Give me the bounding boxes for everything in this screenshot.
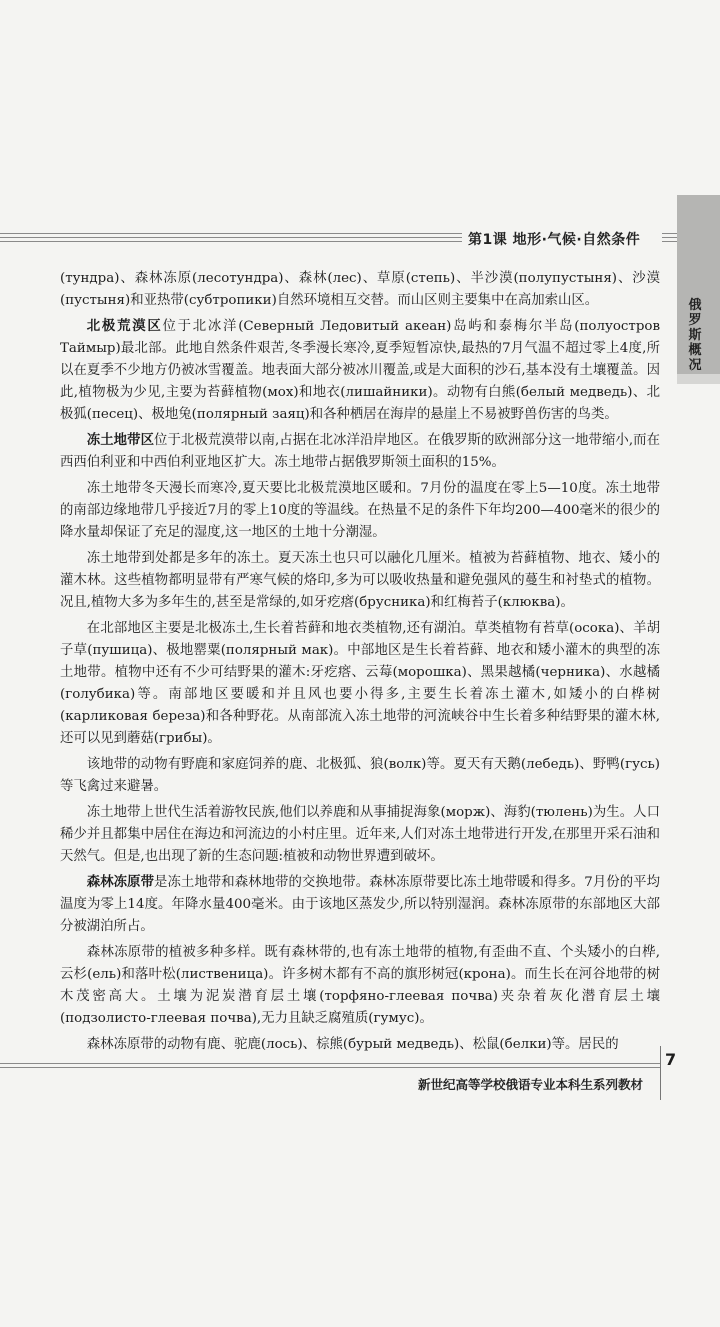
header-rule-right-3 [662,241,677,242]
term-heading: 冻土地带区 [86,433,155,448]
paragraph: 冻土地带冬天漫长而寒冷,夏天要比北极荒漠地区暖和。7月份的温度在零上5—10度。冻土地带的南部边缘地带几乎接近7月的零上10度的等温线。在热量不足的条件下年均200—400毫米的很少的降水量却保证了充足的湿度,这一地区的土地十分潮湿。 [60,481,660,540]
side-tab-char: 斯 [688,328,702,343]
header-rule-right-2 [662,237,677,238]
paragraph: 森林冻原带的动物有鹿、驼鹿(лось)、棕熊(бурый медведь)、松鼠(белки)等。居民的 [86,1037,619,1052]
footer-rule-2 [0,1067,660,1068]
header-rule-left-2 [0,237,462,238]
header-rule-right [662,233,677,234]
side-tab-char: 概 [688,343,702,358]
series-title: 新世纪高等学校俄语专业本科生系列教材 [418,1077,644,1092]
footer-rule [0,1063,660,1064]
body-text [60,268,660,1060]
chapter-side-tab-label [683,298,707,373]
paragraph: 冻土地带上世代生活着游牧民族,他们以养鹿和从事捕捉海象(морж)、海豹(тюлень)为生。人口稀少并且都集中居住在海边和河流边的小村庄里。近年来,人们对冻土地带进行开发,在那里开采石油和天然气。但是,也出现了新的生态问题:植被和动物世界遭到破坏。 [60,805,660,864]
term-heading: 北极荒漠区 [86,319,163,334]
page-number-divider [660,1046,661,1100]
header-rule-left-3 [0,241,462,242]
page-number: 7 [665,1050,677,1069]
paragraph-forest-tundra: 森林冻原带是冻土地带和森林地带的交换地带。森林冻原带要比冻土地带暖和得多。7月份的平均温度为零上14度。年降水量400毫米。由于该地区蒸发少,所以特别湿润。森林冻原带的东部地区大部分被湖泊所占。 [60,875,660,934]
paragraph-arctic-desert: 北极荒漠区位于北冰洋(Северный Ледовитый акеан)岛屿和泰梅尔半岛(полуостров Таймыр)最北部。此地自然条件艰苦,冬季漫长寒冷,夏季短暂凉快,最热的7月气温不超过零上4度,所以在夏季不少地方仍被冰雪覆盖。地表面大部分被冰川覆盖,或是大面积的沙石,基本没有土壤覆盖。因此,植物极为少见,主要为苔藓植物(мох)和地衣(лишайники)。动物有白熊(белый медведь)、北极狐(песец)、极地兔(полярный заяц)和各种栖居在海岸的悬崖上不易被野兽伤害的鸟类。 [60,319,660,422]
side-tab-char: 俄 [688,298,702,313]
term-heading: 森林冻原带 [86,875,155,890]
side-tab-char: 况 [688,358,702,373]
paragraph: 该地带的动物有野鹿和家庭饲养的鹿、北极狐、狼(волк)等。夏天有天鹅(лебедь)、野鸭(гусь)等飞禽过来避暑。 [60,757,660,794]
paragraph: 森林冻原带的植被多种多样。既有森林带的,也有冻土地带的植物,有歪曲不直、个头矮小的白桦,云杉(ель)和落叶松(лиственица)。许多树木都有不高的旗形树冠(крона)。而生长在河谷地带的树木茂密高大。土壤为泥炭潜育层土壤(торфяно-глеевая почва)夹杂着灰化潜育层土壤(подзолисто-глеевая почва),无力且缺乏腐殖质(гумус)。 [60,945,660,1026]
header-rule-left [0,233,462,234]
chapter-side-tab-strip [677,374,720,384]
header-title: 第1课 地形·气候·自然条件 [468,232,641,248]
side-tab-char: 罗 [688,313,702,328]
paragraph: 在北部地区主要是北极冻土,生长着苔藓和地衣类植物,还有湖泊。草类植物有苔草(осока)、羊胡子草(пушица)、极地罂粟(полярный мак)。中部地区是生长着苔藓、地衣和矮小灌木的典型的冻土地带。植物中还有不少可结野果的灌木:牙疙瘩、云莓(морошка)、黑果越橘(черника)、水越橘(голубика)等。南部地区要暖和并且风也要小得多,主要生长着冻土灌木,如矮小的白桦树(карликовая береза)和各种野花。从南部流入冻土地带的河流峡谷中生长着多种结野果的灌木林,还可以见到蘑菇(грибы)。 [60,621,660,746]
paragraph: 冻土地带到处都是多年的冻土。夏天冻土也只可以融化几厘米。植被为苔藓植物、地衣、矮小的灌木林。这些植物都明显带有严寒气候的烙印,多为可以吸收热量和避免强风的蔓生和衬垫式的植物。况且,植物大多为多年生的,甚至是常绿的,如牙疙瘩(брусника)和红梅苔子(клюква)。 [60,551,660,610]
paragraph-tundra: 冻土地带区位于北极荒漠带以南,占据在北冰洋沿岸地区。在俄罗斯的欧洲部分这一地带缩小,而在西西伯利亚和中西伯利亚地区扩大。冻土地带占据俄罗斯领土面积的15%。 [60,433,660,470]
paragraph: (тундра)、森林冻原(лесотундра)、森林(лес)、草原(степь)、半沙漠(полупустыня)、沙漠(пустыня)和亚热带(субтропики)自然环境相互交替。而山区则主要集中在高加索山区。 [60,271,660,308]
